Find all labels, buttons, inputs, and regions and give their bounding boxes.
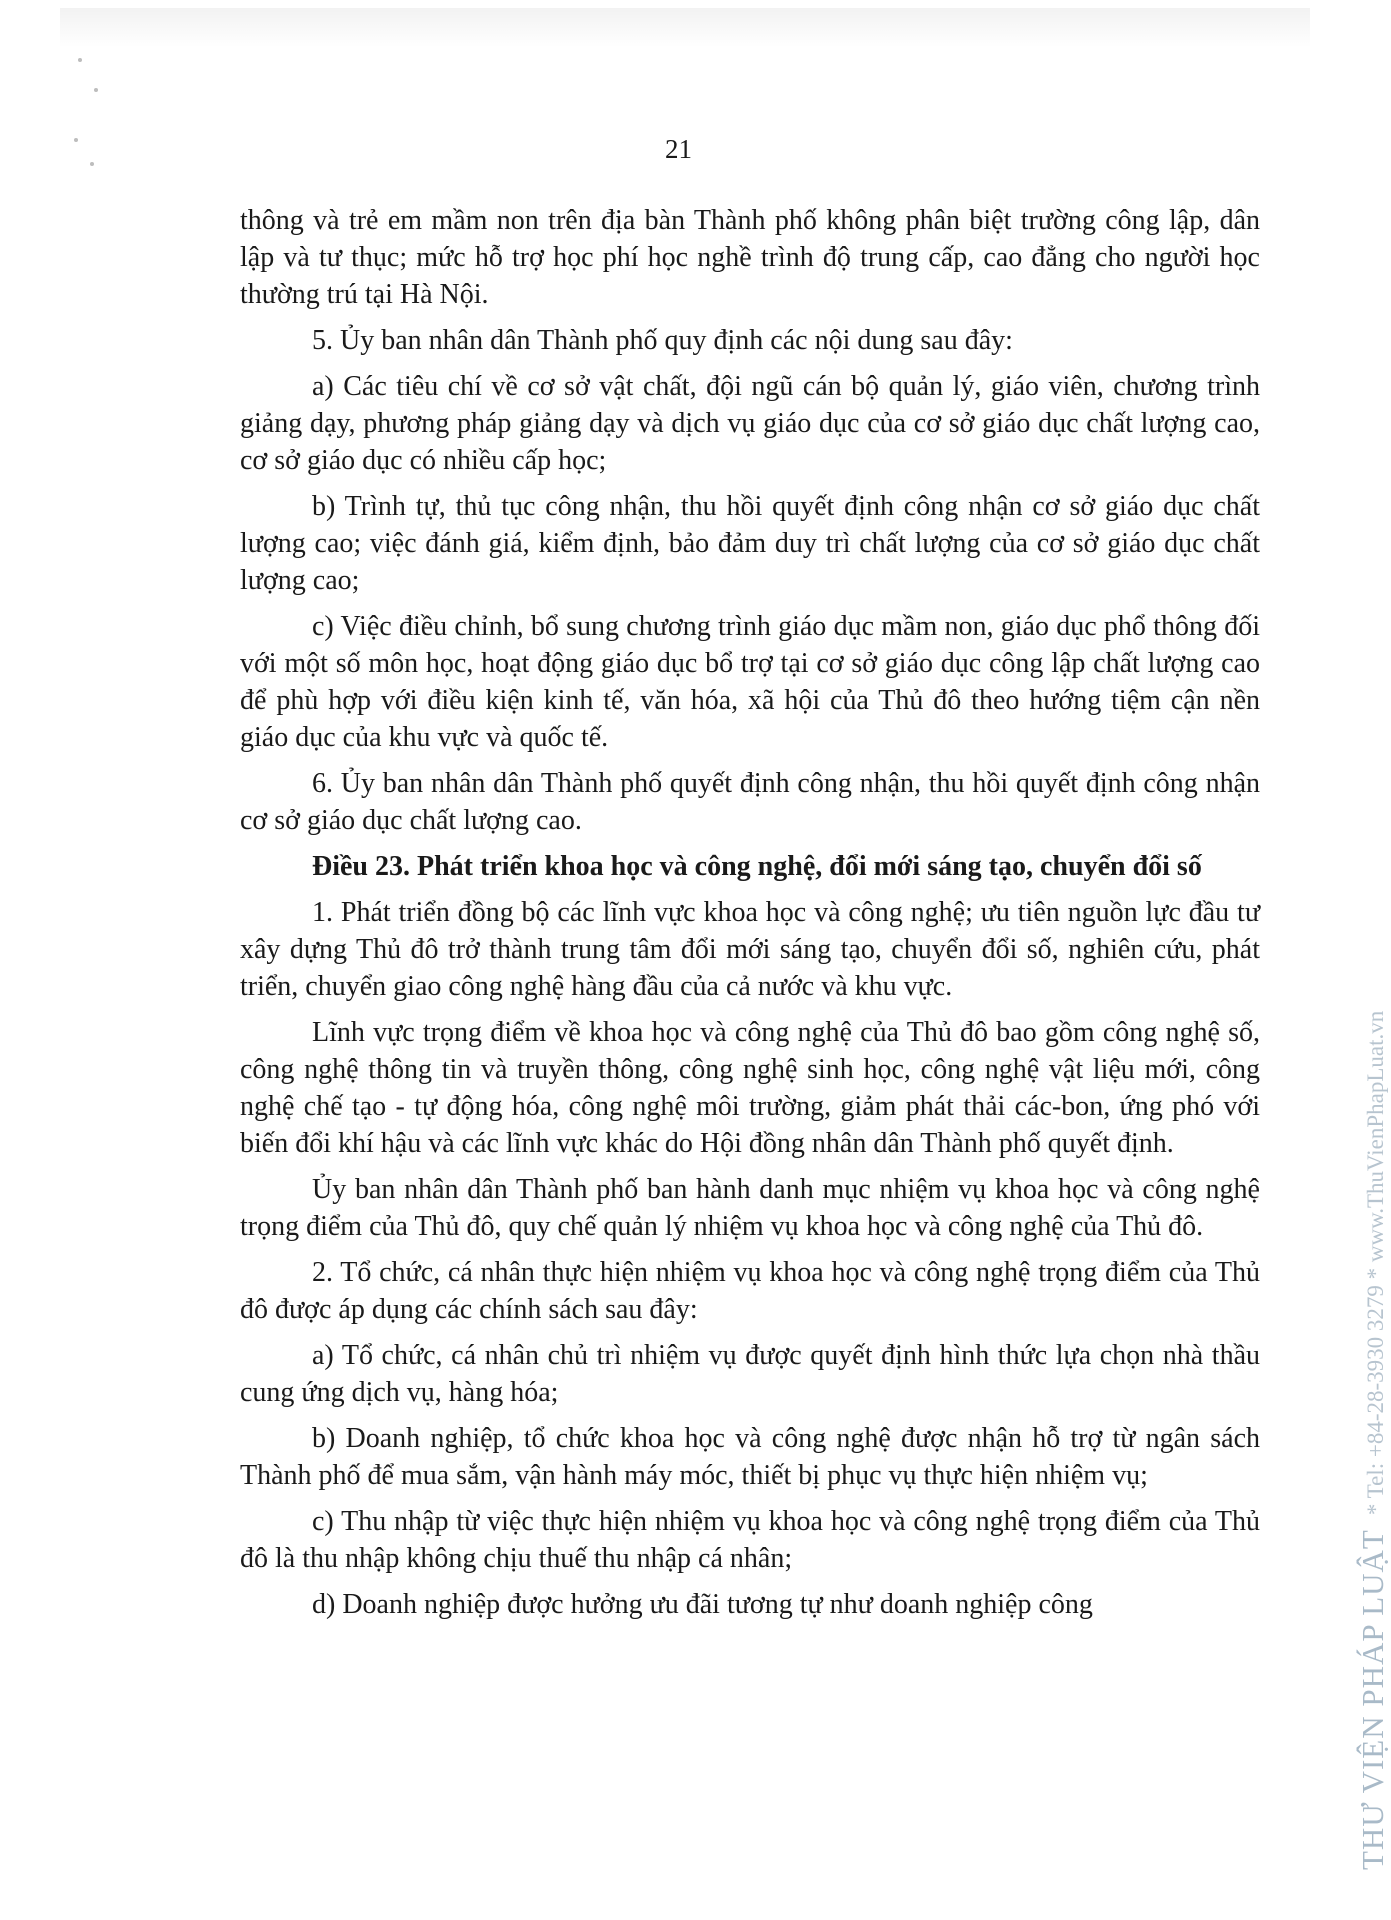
article-23-clause-2c: c) Thu nhập từ việc thực hiện nhiệm vụ khoa học và công nghệ trọng điểm của Thủ đô là thu nhập không chịu thuế thu nhập cá nhân; [240, 1506, 1260, 1574]
article-23-committee-list: Ủy ban nhân dân Thành phố ban hành danh mục nhiệm vụ khoa học và công nghệ trọng điểm của Thủ đô, quy chế quản lý nhiệm vụ khoa học và công nghệ của Thủ đô. [240, 1174, 1260, 1242]
document-body [240, 202, 1260, 1632]
article-23-heading: Điều 23. Phát triển khoa học và công nghệ, đổi mới sáng tạo, chuyển đổi số [312, 851, 1202, 882]
article-23-focus-areas: Lĩnh vực trọng điểm về khoa học và công nghệ của Thủ đô bao gồm công nghệ số, công nghệ thông tin và truyền thông, công nghệ sinh học, công nghệ vật liệu mới, công nghệ chế tạo - tự động hóa, công nghệ môi trường, giảm phát thải các-bon, ứng phó với biến đổi khí hậu và các lĩnh vực khác do Hội đồng nhân dân Thành phố quyết định. [240, 1017, 1260, 1159]
article-23-clause-1: 1. Phát triển đồng bộ các lĩnh vực khoa học và công nghệ; ưu tiên nguồn lực đầu tư xây dựng Thủ đô trở thành trung tâm đổi mới sáng tạo, chuyển đổi số, nghiên cứu, phát triển, chuyển giao công nghệ hàng đầu của cả nước và khu vực. [240, 897, 1260, 1002]
clause-5: 5. Ủy ban nhân dân Thành phố quy định các nội dung sau đây: [312, 325, 1013, 356]
scan-speck [94, 88, 98, 92]
article-23-clause-2b: b) Doanh nghiệp, tổ chức khoa học và công nghệ được nhận hỗ trợ từ ngân sách Thành phố để mua sắm, vận hành máy móc, thiết bị phục vụ thực hiện nhiệm vụ; [240, 1423, 1260, 1491]
watermark [1355, 1011, 1391, 1870]
clause-5a: a) Các tiêu chí về cơ sở vật chất, đội ngũ cán bộ quản lý, giáo viên, chương trình giảng dạy, phương pháp giảng dạy và dịch vụ giáo dục của cơ sở giáo dục chất lượng cao, cơ sở giáo dục có nhiều cấp học; [240, 371, 1260, 476]
watermark-contact: * Tel: +84-28-3930 3279 * www.ThuVienPhapLuat.vn [1363, 1010, 1388, 1516]
article-23-clause-2: 2. Tổ chức, cá nhân thực hiện nhiệm vụ khoa học và công nghệ trọng điểm của Thủ đô được áp dụng các chính sách sau đây: [240, 1257, 1260, 1325]
paragraph-continuation: thông và trẻ em mầm non trên địa bàn Thành phố không phân biệt trường công lập, dân lập và tư thục; mức hỗ trợ học phí học nghề trình độ trung cấp, cao đẳng cho người học thường trú tại Hà Nội. [240, 205, 1260, 310]
clause-5c: c) Việc điều chỉnh, bổ sung chương trình giáo dục mầm non, giáo dục phổ thông đối với một số môn học, hoạt động giáo dục bổ trợ tại cơ sở giáo dục công lập chất lượng cao để phù hợp với điều kiện kinh tế, văn hóa, xã hội của Thủ đô theo hướng tiệm cận nền giáo dục của khu vực và quốc tế. [240, 611, 1260, 753]
clause-6: 6. Ủy ban nhân dân Thành phố quyết định công nhận, thu hồi quyết định công nhận cơ sở giáo dục chất lượng cao. [240, 768, 1260, 836]
article-23-clause-2a: a) Tổ chức, cá nhân chủ trì nhiệm vụ được quyết định hình thức lựa chọn nhà thầu cung ứng dịch vụ, hàng hóa; [240, 1340, 1260, 1408]
scan-shadow [60, 8, 1310, 48]
page-number: 21 [665, 134, 692, 164]
watermark-library-name: THƯ VIỆN PHÁP LUẬT [1355, 1529, 1390, 1870]
scan-speck [78, 58, 82, 62]
article-23-clause-2d: d) Doanh nghiệp được hưởng ưu đãi tương tự như doanh nghiệp công [312, 1589, 1093, 1620]
clause-5b: b) Trình tự, thủ tục công nhận, thu hồi quyết định công nhận cơ sở giáo dục chất lượng cao; việc đánh giá, kiểm định, bảo đảm duy trì chất lượng của cơ sở giáo dục chất lượng cao; [240, 491, 1260, 596]
